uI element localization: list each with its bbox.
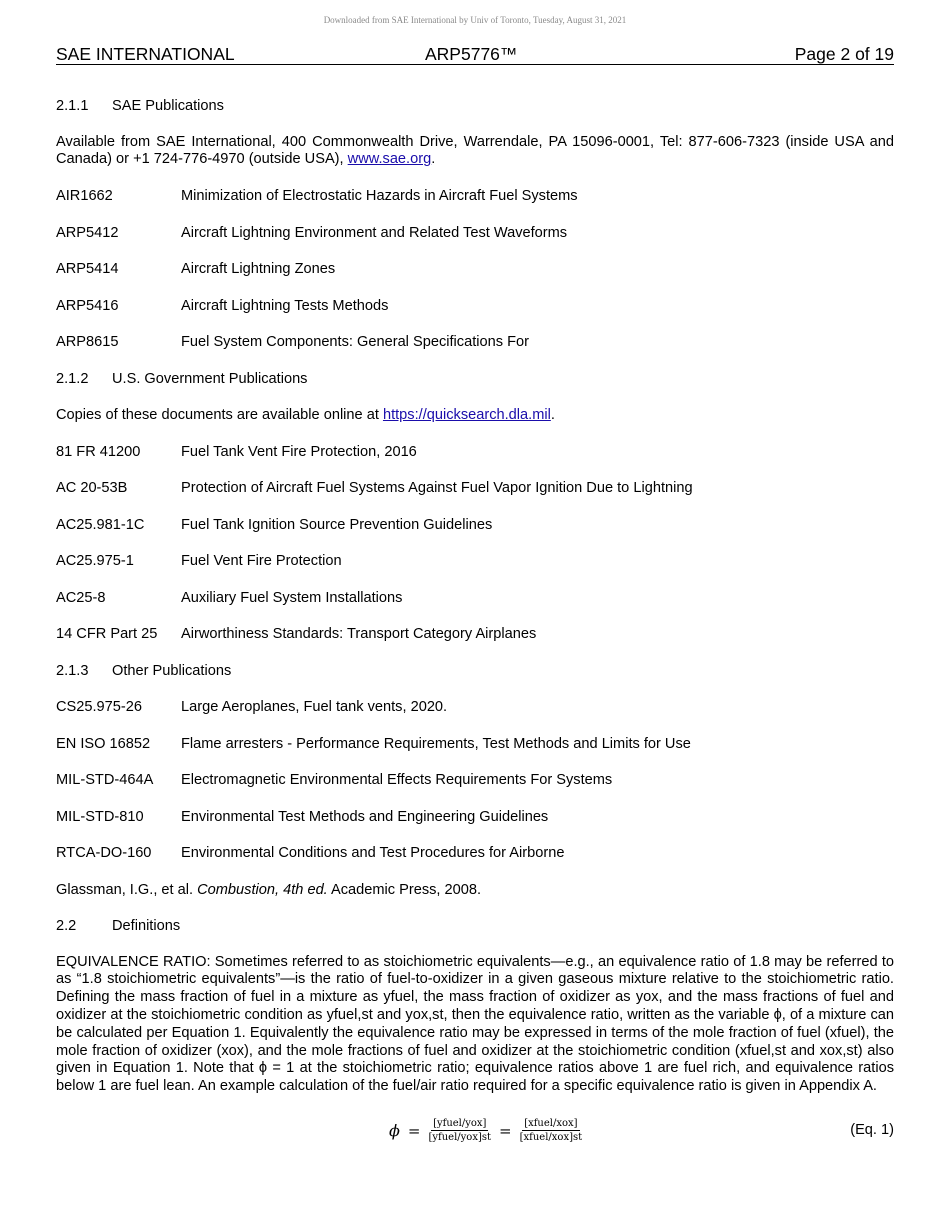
section-heading-2-1-3 [56,662,894,699]
reference-code: RTCA-DO-160 [56,845,152,862]
page-header [56,44,894,65]
sae-publications-list [56,187,894,370]
citation-publisher: Academic Press, 2008. [327,881,482,898]
reference-row [56,479,894,516]
equals-sign: = [407,1121,421,1140]
reference-code: ARP5416 [56,297,119,314]
reference-code: AIR1662 [56,188,113,205]
equation-1 [56,1114,894,1154]
reference-code: CS25.975-26 [56,699,143,716]
header-page-number: Page 2 of 19 [794,44,894,64]
reference-row [56,516,894,553]
reference-title: Protection of Aircraft Fuel Systems Against Fuel Vapor Ignition Due to Lightning [181,480,693,497]
section-heading-2-1-2 [56,370,894,407]
reference-row [56,552,894,589]
equals-sign: = [499,1121,512,1140]
reference-title: Airworthiness Standards: Transport Category Airplanes [181,626,537,643]
reference-title: Environmental Conditions and Test Procedures for Airborne [181,845,565,862]
fraction-denominator: [yfuel/yox]st [428,1132,492,1144]
citation-author: Glassman, I.G., et al. [56,881,198,898]
section-title: Definitions [112,918,181,935]
paragraph-text: Copies of these documents are available online at [56,407,383,424]
section-title: SAE Publications [112,98,224,114]
header-document-id: ARP5776™ [425,44,518,64]
reference-row [56,808,894,845]
equivalence-ratio-paragraph: EQUIVALENCE RATIO: Sometimes referred to as stoichiometric equivalents—e.g., an equivalence ratio of 1.8 may be referred to as “1.8 stoichiometric equivalents”—is the ratio of fuel-to-oxidizer in a given gaseous mixture relative to the stoichiometric ratio. Defining the mass fraction of fuel in a mixture as yfuel, the mass fraction of oxidizer as yox, and the mass fractions of fuel and oxidizer at the stoichiometric condition as yfuel,st and yox,st, then the equivalence ratio, written as the variable ϕ, of a mixture can be calculated per Equation 1. Equivalently the equivalence ratio may be expressed in terms of the mole fraction of fuel (xfuel), the mole fraction of oxidizer (xox), and the mole fractions of fuel and oxidizer at the stoichiometric condition (xfuel,st and xox,st) also given in Equation 1. Note that ϕ = 1 at the stoichiometric ratio; equivalence ratios above 1 are fuel rich, and equivalence ratios below 1 are fuel lean. An example calculation of the fuel/air ratio required for a specific equivalence ratio is given in Appendix A. [56,953,894,1095]
reference-code: EN ISO 16852 [56,735,151,752]
download-note: Downloaded from SAE International by Univ of Toronto, Tuesday, August 31, 2021 [323,15,627,25]
reference-code: 14 CFR Part 25 [56,626,158,643]
reference-title: Fuel Tank Vent Fire Protection, 2016 [181,443,417,460]
reference-title: Fuel Tank Ignition Source Prevention Guidelines [181,516,493,533]
reference-title: Minimization of Electrostatic Hazards in Aircraft Fuel Systems [181,188,578,205]
section-number: 2.1.2 [56,370,89,387]
reference-row [56,589,894,626]
reference-title: Environmental Test Methods and Engineering Guidelines [181,808,549,825]
reference-row [56,443,894,480]
reference-code: ARP5414 [56,261,119,278]
reference-code: MIL-STD-464A [56,772,154,789]
reference-title: Aircraft Lightning Zones [181,261,336,278]
section-number: 2.1.1 [56,98,89,114]
section-number: 2.1.3 [56,662,89,679]
page-content [56,97,894,1154]
fraction-denominator: [xfuel/xox]st [519,1132,583,1144]
reference-row [56,333,894,370]
paragraph-punctuation: . [550,407,555,424]
gov-availability-line [56,406,894,443]
reference-code: ARP8615 [56,334,119,351]
fraction-numerator: [yfuel/yox] [433,1118,487,1130]
reference-title: Aircraft Lightning Tests Methods [181,297,389,314]
reference-code: AC25.981-1C [56,516,145,533]
reference-code: AC 20-53B [56,480,128,497]
mole-fraction-ratio [518,1118,585,1143]
reference-row [56,224,894,261]
section-heading-2-1-1 [56,97,894,134]
reference-code: MIL-STD-810 [56,808,144,825]
reference-row [56,625,894,662]
sae-link[interactable]: www.sae.org [347,151,432,168]
equation-body [389,1114,588,1148]
reference-row [56,260,894,297]
fraction-numerator: [xfuel/xox] [524,1118,578,1130]
paragraph-punctuation: . [431,151,436,168]
reference-title: Large Aeroplanes, Fuel tank vents, 2020. [181,699,448,716]
section-title: Other Publications [112,662,232,679]
reference-code: ARP5412 [56,224,119,241]
reference-row [56,735,894,772]
sae-availability-paragraph [56,134,894,170]
reference-title: Fuel System Components: General Specifications For [181,334,529,351]
reference-title: Fuel Vent Fire Protection [181,553,342,570]
citation-title: Combustion, 4th ed. [197,881,328,898]
other-publications-list [56,698,894,881]
mass-fraction-ratio [426,1118,493,1143]
reference-row [56,187,894,224]
paragraph-text: Available from SAE International, 400 Commonwealth Drive, Warrendale, PA 15096-0001, Tel: 877-606-7323 (inside USA and Canada) or +1 724-776-4970 (outside USA), [56,133,894,168]
reference-title: Aircraft Lightning Environment and Related Test Waveforms [181,224,568,241]
section-number: 2.2 [56,918,77,935]
equation-label: (Eq. 1) [850,1121,894,1138]
reference-code: AC25.975-1 [56,553,134,570]
reference-title: Auxiliary Fuel System Installations [181,589,403,606]
reference-title: Electromagnetic Environmental Effects Requirements For Systems [181,772,613,789]
gov-publications-list [56,443,894,662]
reference-row [56,297,894,334]
glassman-reference [56,881,894,918]
reference-title: Flame arresters - Performance Requirements, Test Methods and Limits for Use [181,735,691,752]
reference-row [56,771,894,808]
section-title: U.S. Government Publications [112,370,308,387]
dla-link[interactable]: https://quicksearch.dla.mil [382,407,551,424]
section-heading-2-2 [56,917,894,954]
reference-row [56,698,894,735]
reference-code: 81 FR 41200 [56,443,141,460]
reference-code: AC25-8 [56,589,106,606]
equation-phi: ϕ [389,1121,400,1141]
reference-row [56,844,894,881]
header-organization: SAE INTERNATIONAL [56,44,235,64]
